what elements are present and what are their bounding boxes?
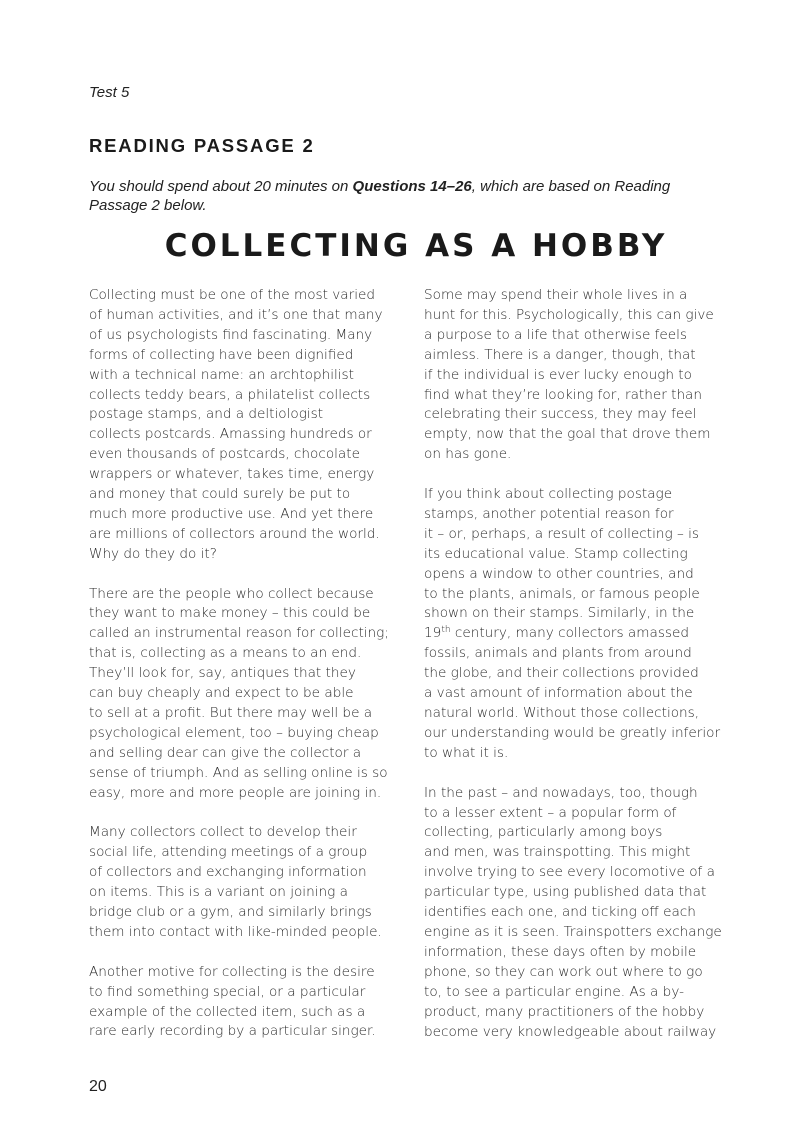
text-line: can buy cheaply and expect to be able [89, 685, 354, 702]
text-line: with a technical name: an archtophilist [89, 366, 354, 383]
text-line: that is, collecting as a means to an end. [89, 645, 362, 662]
text-line: aimless. There is a danger, though, that [424, 346, 696, 363]
text-line: fossils, animals and plants from around [424, 645, 692, 662]
text-line: on has gone. [424, 446, 512, 463]
text-line: In the past – and nowadays, too, though [424, 784, 698, 801]
right-column [424, 286, 754, 1042]
text-line: a vast amount of information about the [424, 685, 693, 702]
paragraph [89, 963, 414, 1043]
text-line: them into contact with like-minded people. [89, 923, 382, 940]
left-column [89, 286, 414, 1042]
text-line: they want to make money – this could be [89, 605, 371, 622]
passage-heading: READING PASSAGE 2 [89, 135, 315, 156]
paragraph [424, 485, 754, 764]
instructions-text-1: You should spend about 20 minutes on [89, 178, 353, 195]
text-line: collecting, particularly among boys [424, 824, 663, 841]
text-line: are millions of collectors around the world. [89, 525, 380, 542]
text-line: to what it is. [424, 744, 509, 761]
text-line: and men, was trainspotting. This might [424, 844, 691, 861]
text-line: forms of collecting have been dignified [89, 346, 354, 363]
text-line: There are the people who collect because [89, 585, 374, 602]
test-label: Test 5 [89, 84, 130, 101]
instructions-text-3: Passage 2 below. [89, 197, 207, 214]
paragraph [424, 286, 754, 465]
paragraph [89, 823, 414, 942]
text-line [424, 624, 754, 644]
text-line: to find something special, or a particular [89, 983, 366, 1000]
text-line: particular type, using published data that [424, 884, 707, 901]
text-line: to a lesser extent – a popular form of [424, 804, 677, 821]
paragraph-lines [424, 485, 754, 624]
text-line: the globe, and their collections provided [424, 665, 699, 682]
text-line: identifies each one, and ticking off each [424, 904, 696, 921]
text-line: product, many practitioners of the hobby [424, 1003, 705, 1020]
text-line: natural world. Without those collections, [424, 705, 700, 722]
text-line: opens a window to other countries, and [424, 565, 694, 582]
text-line: to, to see a particular engine. As a by- [424, 983, 685, 1000]
text-line: become very knowledgeable about railway [424, 1023, 717, 1040]
text-line: hunt for this. Psychologically, this can give [424, 306, 714, 323]
text-line: shown on their stamps. Similarly, in the [424, 605, 695, 622]
text-line: information, these days often by mobile [424, 943, 697, 960]
text-line: our understanding would be greatly inferior [424, 724, 721, 741]
text-line: collects teddy bears, a philatelist collects [89, 386, 371, 403]
instructions [89, 177, 769, 215]
text-line: sense of triumph. And as selling online is so [89, 764, 388, 781]
text-line: wrappers or whatever, takes time, energy [89, 466, 375, 483]
text-line: Some may spend their whole lives in a [424, 287, 688, 303]
page-number: 20 [89, 1078, 107, 1095]
text-line: to the plants, animals, or famous people [424, 585, 700, 602]
text-line: They’ll look for, say, antiques that they [89, 665, 356, 682]
text-line: find what they’re looking for, rather than [424, 386, 703, 403]
text-line: social life, attending meetings of a group [89, 844, 368, 861]
article-title: COLLECTING AS A HOBBY [164, 228, 668, 264]
text-line: and money that could surely be put to [89, 486, 351, 503]
paragraph [89, 286, 414, 565]
century-text: century, many collectors amassed [450, 625, 689, 642]
text-line: it – or, perhaps, a result of collecting – is [424, 525, 699, 542]
text-line: of human activities, and it’s one that many [89, 306, 383, 323]
text-line: to sell at a profit. But there may well be a [89, 705, 373, 722]
text-line: empty, now that the goal that drove them [424, 426, 711, 443]
text-line: of collectors and exchanging information [89, 864, 367, 881]
text-line: much more productive use. And yet there [89, 505, 374, 522]
text-line: on items. This is a variant on joining a [89, 884, 348, 901]
text-line: if the individual is ever lucky enough to [424, 366, 692, 383]
text-line: phone, so they can work out where to go [424, 963, 703, 980]
text-line: of us psychologists find fascinating. Many [89, 326, 373, 343]
text-line: stamps, another potential reason for [424, 505, 674, 522]
instructions-text-2: , which are based on Reading [471, 178, 671, 195]
text-line: its educational value. Stamp collecting [424, 545, 688, 562]
ordinal-suffix: th [441, 625, 451, 636]
text-line: Collecting must be one of the most varied [89, 287, 375, 303]
text-line: a purpose to a life that otherwise feels [424, 326, 688, 343]
text-line: If you think about collecting postage [424, 486, 673, 503]
paragraph [89, 585, 414, 804]
text-line: Many collectors collect to develop their [89, 824, 357, 841]
paragraph-lines [424, 644, 754, 763]
text-line: Why do they do it? [89, 545, 217, 562]
century-number: 19 [424, 625, 442, 642]
paragraph [424, 784, 754, 1043]
text-line: and selling dear can give the collector a [89, 744, 362, 761]
text-line: celebrating their success, they may feel [424, 406, 697, 423]
text-line: example of the collected item, such as a [89, 1003, 366, 1020]
text-line: even thousands of postcards, chocolate [89, 446, 360, 463]
text-line: Another motive for collecting is the desire [89, 963, 375, 980]
text-line: psychological element, too – buying cheap [89, 724, 379, 741]
text-line: called an instrumental reason for collecting; [89, 625, 389, 642]
text-line: rare early recording by a particular singer. [89, 1023, 376, 1040]
questions-range: Questions 14–26 [352, 178, 472, 195]
text-line: bridge club or a gym, and similarly brings [89, 904, 372, 921]
text-line: collects postcards. Amassing hundreds or [89, 426, 372, 443]
text-line: engine as it is seen. Trainspotters exchange [424, 923, 722, 940]
text-line: postage stamps, and a deltiologist [89, 406, 324, 423]
text-line: easy, more and more people are joining in. [89, 784, 382, 801]
text-line: involve trying to see every locomotive of a [424, 864, 715, 881]
